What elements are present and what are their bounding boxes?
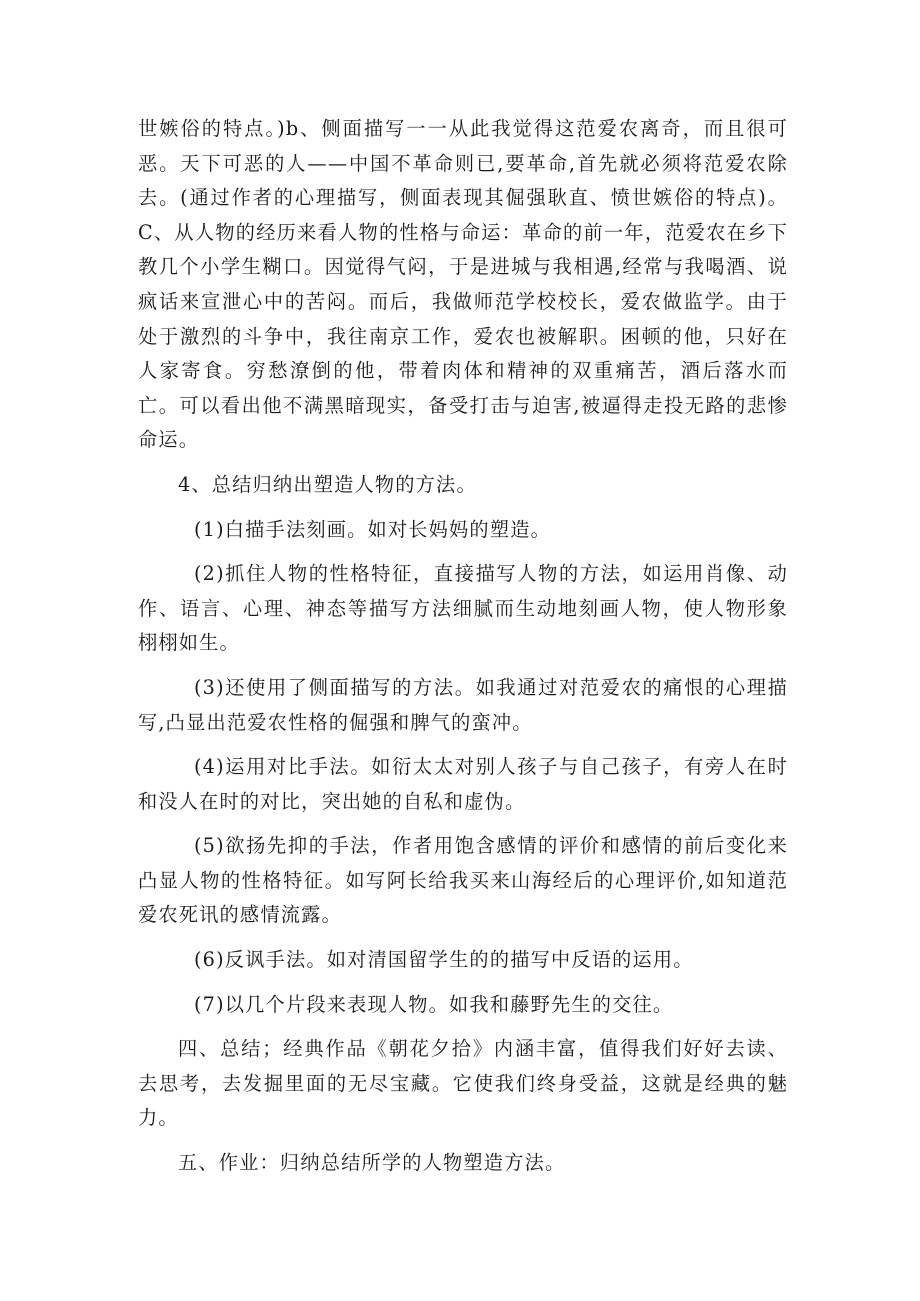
paragraph-method-1: (1)白描手法刻画。如对长妈妈的塑造。 <box>194 517 551 541</box>
paragraph-gap <box>138 740 788 750</box>
paragraph-method-5: (5)欲扬先抑的手法，作者用饱含感情的评价和感情的前后变化来凸显人物的性格特征。如写阿长给我买来山海经后的心理评价,如知道范爱农死讯的感情流露。 <box>138 834 788 927</box>
paragraph-gap <box>138 933 788 943</box>
document-page <box>138 112 788 1181</box>
paragraph-method-2: (2)抓住人物的性格特征，直接描写人物的方法，如运用肖像、动作、语言、心理、神态等描写方法细腻而生动地刻画人物，使人物形象栩栩如生。 <box>138 562 788 655</box>
paragraph-gap <box>138 503 788 513</box>
paragraph-method-3: (3)还使用了侧面描写的方法。如我通过对范爱农的痛恨的心理描写,凸显出范爱农性格的倔强和脾气的蛮冲。 <box>138 675 788 734</box>
paragraph-summary-heading: 4、总结归纳出塑造人物的方法。 <box>178 472 477 496</box>
paragraph-gap <box>138 1022 788 1032</box>
paragraph-method-4: (4)运用对比手法。如衍太太对别人孩子与自己孩子，有旁人在时和没人在时的对比，突出她的自私和虚伪。 <box>138 755 788 813</box>
paragraph-gap <box>138 547 788 557</box>
paragraph-gap <box>138 978 788 988</box>
paragraph-gap <box>138 458 788 468</box>
paragraph-method-7: (7)以几个片段来表现人物。如我和藤野先生的交往。 <box>194 992 674 1016</box>
paragraph-gap <box>138 661 788 671</box>
paragraph-gap <box>138 819 788 829</box>
paragraph-character-analysis: 世嫉俗的特点。)b、侧面描写一一从此我觉得这范爱农离奇，而且很可恶。天下可恶的人——中国不革命则已,要革命,首先就必须将范爱农除去。(通过作者的心理描写，侧面表现其倔强耿直、愤世嫉俗的特点)。C、从人物的经历来看人物的性格与命运：革命的前一年，范爱农在乡下教几个小学生糊口。因觉得气闷，于是进城与我相遇,经常与我喝酒、说疯话来宣泄心中的苦闷。而后，我做师范学校校长，爱农做监学。由于处于激烈的斗争中，我往南京工作，爱农也被解职。困顿的他，只好在人家寄食。穷愁潦倒的他，带着肉体和精神的双重痛苦，酒后落水而亡。可以看出他不满黑暗现实，备受打击与迫害,被逼得走投无路的悲惨命运。 <box>138 117 788 452</box>
paragraph-method-6: (6)反讽手法。如对清国留学生的的描写中反语的运用。 <box>194 948 694 972</box>
paragraph-homework: 五、作业：归纳总结所学的人物塑造方法。 <box>178 1151 566 1175</box>
paragraph-conclusion: 四、总结；经典作品《朝花夕拾》内涵丰富，值得我们好好去读、去思考，去发掘里面的无尽宝藏。它使我们终身受益，这就是经典的魅力。 <box>138 1037 788 1130</box>
paragraph-gap <box>138 1136 788 1146</box>
